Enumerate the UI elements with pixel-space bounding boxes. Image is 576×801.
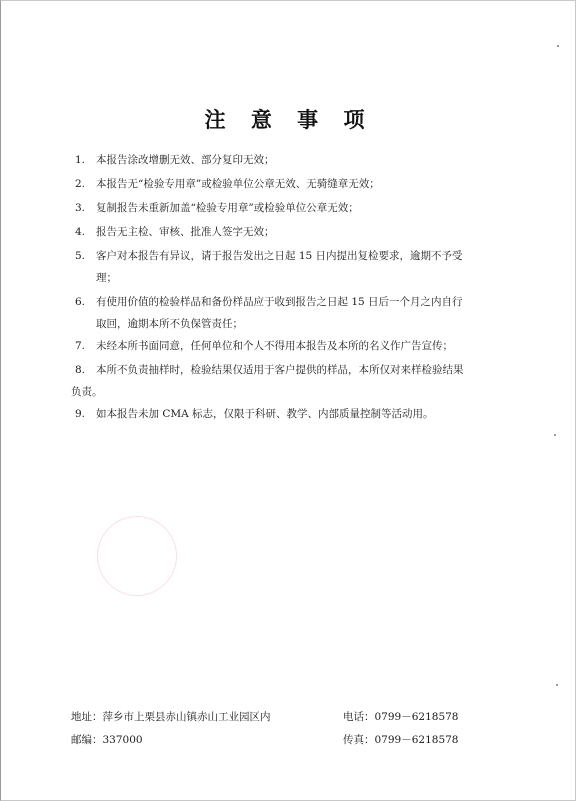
scan-speck [557, 45, 559, 47]
notice-text: 报告无主检、审核、批准人签字无效； [96, 226, 275, 238]
footer-address: 地址：萍乡市上栗县赤山镇赤山工业园区内 [71, 711, 271, 723]
notice-number: 3. [75, 202, 86, 214]
notice-text: 客户对本报告有异议，请于报告发出之日起 15 日内提出复检要求，逾期不予受 [96, 250, 463, 262]
notice-text: 复制报告未重新加盖“检验专用章”或检验单位公章无效； [96, 202, 359, 214]
scan-speck [554, 434, 556, 436]
notice-number: 1. [75, 154, 86, 166]
notice-text: 本所不负责抽样时，检验结果仅适用于客户提供的样品，本所仅对来样检验结果 [96, 364, 464, 376]
footer-fax: 传真：0799－6218578 [343, 734, 459, 746]
faint-stamp-mark [97, 516, 177, 596]
notice-continuation: 取回，逾期本所不负保管责任； [96, 318, 243, 330]
notice-text: 未经本所书面同意，任何单位和个人不得用本报告及本所的名义作广告宣传； [96, 340, 453, 352]
scan-speck [556, 684, 558, 686]
notice-text: 本报告涂改增删无效、部分复印无效； [96, 154, 275, 166]
page-title: 注 意 事 项 [204, 107, 374, 132]
notice-continuation: 负责。 [71, 386, 103, 398]
footer-phone: 电话：0799－6218578 [343, 711, 459, 723]
notice-number: 2. [75, 178, 86, 190]
notice-number: 6. [75, 296, 86, 308]
notice-text: 有使用价值的检验样品和备份样品应于收到报告之日起 15 日后一个月之内自行 [96, 296, 463, 308]
notice-text: 如本报告未加 CMA 标志，仅限于科研、教学、内部质量控制等活动用。 [96, 408, 434, 420]
notice-number: 4. [75, 226, 86, 238]
footer-postcode: 邮编：337000 [71, 734, 143, 746]
notice-number: 8. [75, 364, 86, 376]
notice-number: 7. [75, 340, 86, 352]
notice-text: 本报告无“检验专用章”或检验单位公章无效、无骑缝章无效； [96, 178, 380, 190]
notice-continuation: 理； [96, 272, 117, 284]
notice-number: 9. [75, 408, 86, 420]
notice-number: 5. [75, 250, 86, 262]
